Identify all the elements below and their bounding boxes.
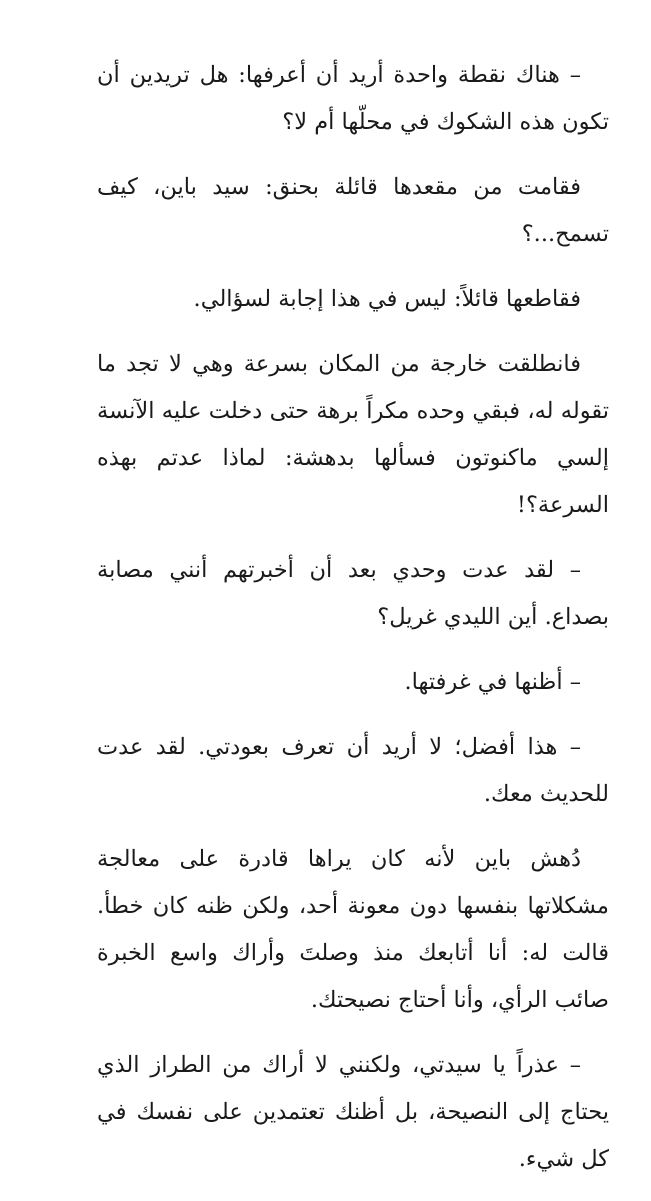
paragraph-2: فقامت من مقعدها قائلة بحنق: سيد باين، كيف تسمح...؟ (97, 174, 609, 247)
book-page (97, 52, 609, 1201)
paragraph-6: – أظنها في غرفتها. (404, 669, 581, 695)
paragraph-9: – عذراً يا سيدتي، ولكنني لا أراك من الطراز الذي يحتاج إلى النصيحة، بل أظنك تعتمدين على نفسك في كل شيء. (97, 1052, 609, 1172)
paragraph-4: فانطلقت خارجة من المكان بسرعة وهي لا تجد ما تقوله له، فبقي وحده مكراً برهة حتى دخلت عليه الآنسة إلسي ماكنوتون فسألها بدهشة: لماذا عدتم بهذه السرعة؟! (97, 351, 609, 518)
paragraph-3: فقاطعها قائلاً: ليس في هذا إجابة لسؤالي. (193, 286, 581, 312)
paragraph-5: – لقد عدت وحدي بعد أن أخبرتهم أنني مصابة بصداع. أين الليدي غريل؟ (97, 557, 609, 630)
paragraph-8: دُهش باين لأنه كان يراها قادرة على معالجة مشكلاتها بنفسها دون معونة أحد، ولكن ظنه كان خطأ. قالت له: أنا أتابعك منذ وصلتَ وأراك واسع الخبرة صائب الرأي، وأنا أحتاج نصيحتك. (97, 846, 609, 1013)
paragraph-1: – هناك نقطة واحدة أريد أن أعرفها: هل تريدين أن تكون هذه الشكوك في محلّها أم لا؟ (97, 62, 609, 135)
paragraph-7: – هذا أفضل؛ لا أريد أن تعرف بعودتي. لقد عدت للحديث معك. (97, 734, 609, 807)
